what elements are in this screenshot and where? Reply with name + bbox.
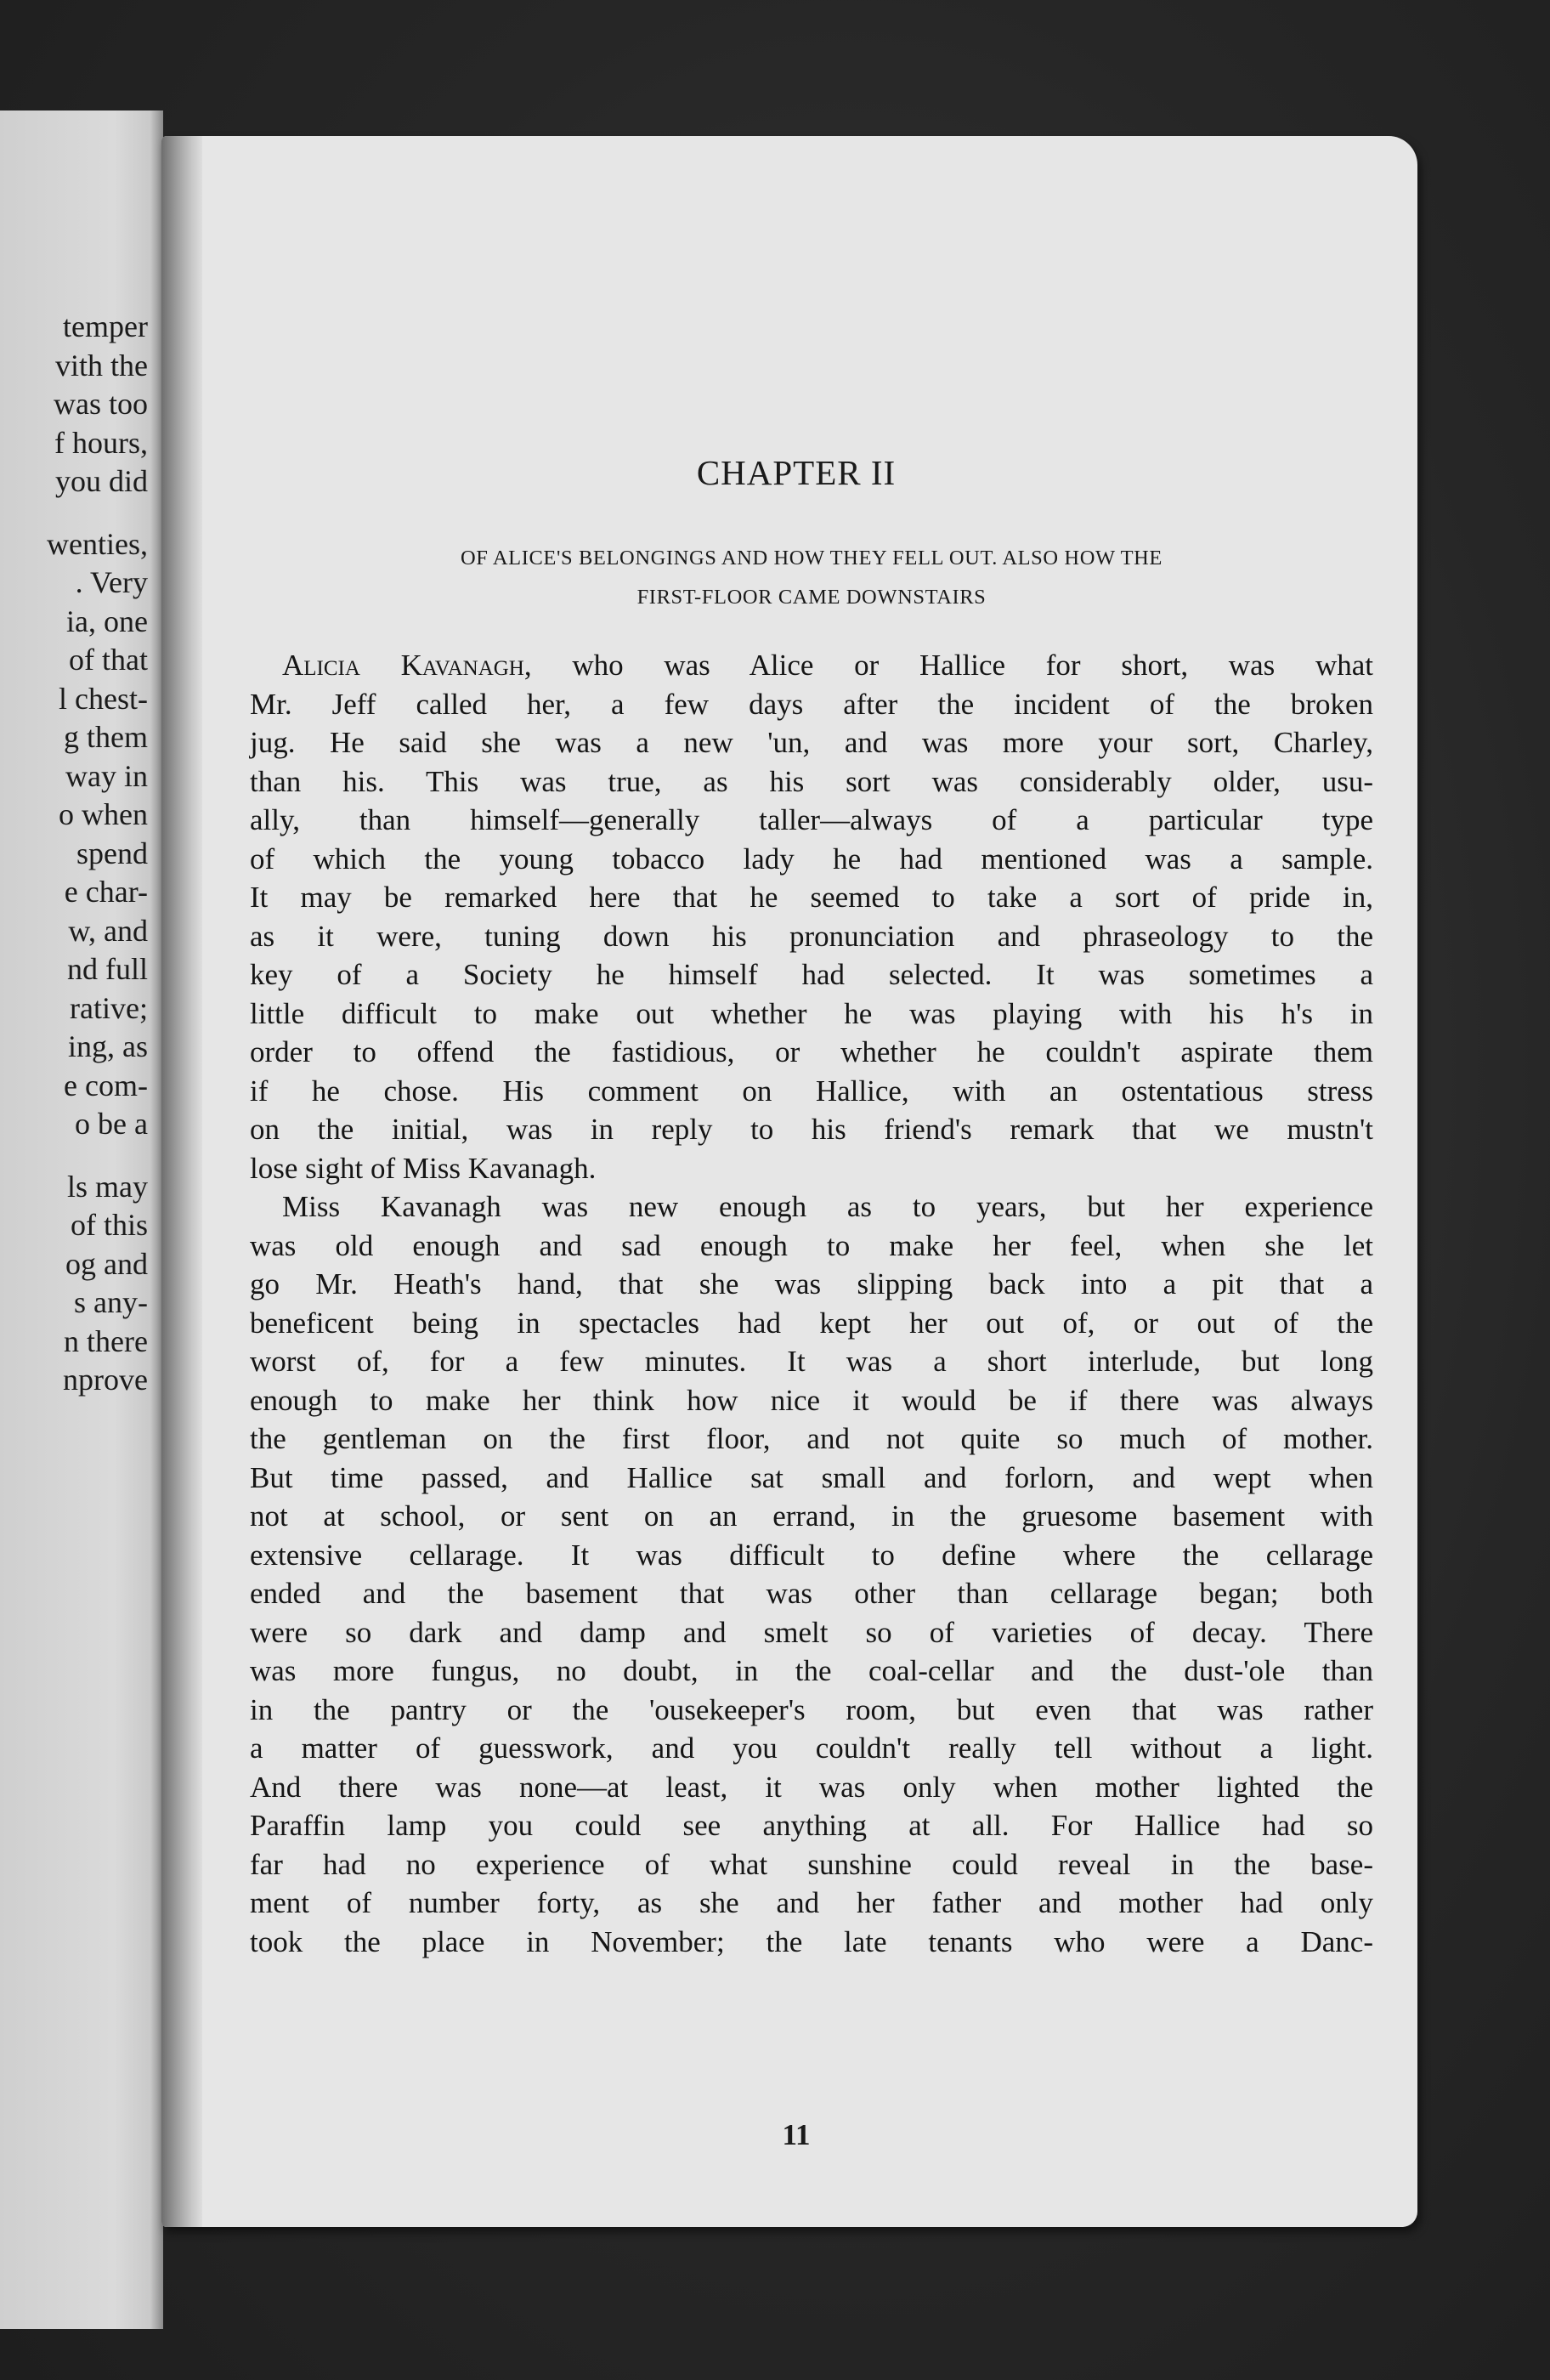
page-number: 11 bbox=[782, 2118, 811, 2151]
facing-page-line: e com- bbox=[64, 1068, 148, 1102]
text-line: Paraffin lamp you could see anything at all. For Hallice had so bbox=[250, 1809, 1373, 1842]
facing-page-line: spend bbox=[76, 836, 148, 870]
facing-page-line: ia, one bbox=[66, 604, 148, 638]
facing-page-line: wenties, bbox=[47, 526, 148, 561]
text-line bbox=[250, 646, 1373, 685]
text-line: But time passed, and Hallice sat small and forlorn, and wept when bbox=[250, 1460, 1373, 1494]
facing-page-line: you did bbox=[54, 464, 148, 498]
text-line: ended and the basement that was other than cellarage began; both bbox=[250, 1577, 1373, 1610]
facing-page-line: temper bbox=[63, 309, 148, 343]
facing-page-line: f hours, bbox=[54, 425, 148, 460]
facing-page-line: of this bbox=[70, 1208, 148, 1242]
paragraph-1 bbox=[250, 646, 1373, 1187]
text-line: if he chose. His comment on Hallice, with an ostentatious stress bbox=[250, 1074, 1373, 1108]
text-line: took the place in November; the late tenants who were a Danc- bbox=[250, 1924, 1373, 1958]
text-line: And there was none—at least, it was only when mother lighted the bbox=[250, 1770, 1373, 1804]
paragraph-2 bbox=[250, 1187, 1373, 1961]
text-line: order to offend the fastidious, or whether he couldn't aspirate them bbox=[250, 1035, 1373, 1068]
text-line: in the pantry or the 'ousekeeper's room, but even that was rather bbox=[250, 1692, 1373, 1726]
facing-page-left bbox=[0, 110, 163, 2329]
body-text bbox=[250, 646, 1373, 1961]
text-line-rest: who was Alice or Hallice for short, was what bbox=[531, 649, 1373, 682]
chapter-title: CHAPTER II bbox=[696, 453, 897, 492]
facing-page-line: o be a bbox=[75, 1107, 148, 1141]
text-line: as it were, tuning down his pronunciation and phraseology to the bbox=[250, 919, 1373, 953]
facing-page-line: g them bbox=[64, 720, 148, 754]
facing-page-line bbox=[0, 1144, 148, 1168]
facing-page-line: nd full bbox=[67, 952, 148, 986]
text-line: were so dark and damp and smelt so of varieties of decay. There bbox=[250, 1615, 1373, 1649]
facing-page-line: . Very bbox=[75, 565, 148, 599]
text-line: Miss Kavanagh was new enough as to years, but her experience bbox=[282, 1190, 1373, 1223]
book-page bbox=[161, 136, 1417, 2227]
facing-page-line: s any- bbox=[74, 1285, 148, 1319]
facing-page-line: nprove bbox=[63, 1363, 148, 1397]
text-line: enough to make her think how nice it would be if there was always bbox=[250, 1383, 1373, 1417]
facing-page-line: ing, as bbox=[68, 1029, 148, 1063]
text-line: on the initial, was in reply to his friend's remark that we mustn't bbox=[250, 1113, 1373, 1146]
text-line: a matter of guesswork, and you couldn't really tell without a light. bbox=[250, 1731, 1373, 1765]
text-line: of which the young tobacco lady he had mentioned was a sample. bbox=[250, 842, 1373, 876]
chapter-subtitle bbox=[248, 539, 1375, 617]
text-line: the gentleman on the first floor, and not quite so much of mother. bbox=[250, 1422, 1373, 1455]
text-line: not at school, or sent on an errand, in the gruesome basement with bbox=[250, 1499, 1373, 1533]
text-line: little difficult to make out whether he was playing with his h's in bbox=[250, 996, 1373, 1030]
facing-page-line: n there bbox=[64, 1323, 148, 1358]
facing-page-line: way in bbox=[65, 758, 148, 793]
text-line: than his. This was true, as his sort was considerably older, usu- bbox=[250, 764, 1373, 798]
text-line: go Mr. Heath's hand, that she was slipping back into a pit that a bbox=[250, 1267, 1373, 1300]
paragraph-lead-smallcaps: Alicia Kavanagh, bbox=[282, 649, 532, 682]
page-content bbox=[206, 136, 1387, 2227]
text-line: was old enough and sad enough to make her feel, when she let bbox=[250, 1228, 1373, 1262]
facing-page-line: e char- bbox=[64, 875, 148, 909]
facing-page-line: w, and bbox=[68, 913, 148, 948]
text-line: beneficent being in spectacles had kept her out of, or out of the bbox=[250, 1306, 1373, 1340]
chapter-subtitle-line-1: OF ALICE'S BELONGINGS AND HOW THEY FELL OUT. ALSO HOW THE bbox=[460, 547, 1162, 570]
text-line: was more fungus, no doubt, in the coal-cellar and the dust-'ole than bbox=[250, 1654, 1373, 1687]
text-line: ment of number forty, as she and her father and mother had only bbox=[250, 1886, 1373, 1919]
text-line: extensive cellarage. It was difficult to define where the cellarage bbox=[250, 1538, 1373, 1572]
text-line: ally, than himself—generally taller—always of a particular type bbox=[250, 803, 1373, 836]
text-line: far had no experience of what sunshine could reveal in the base- bbox=[250, 1847, 1373, 1881]
facing-page-line: og and bbox=[65, 1246, 148, 1281]
chapter-subtitle-line-2: FIRST-FLOOR CAME DOWNSTAIRS bbox=[636, 586, 987, 609]
facing-page-line: o when bbox=[59, 797, 148, 831]
text-line: jug. He said she was a new 'un, and was more your sort, Charley, bbox=[250, 726, 1373, 759]
facing-page-line: ls may bbox=[67, 1169, 148, 1204]
text-line: It may be remarked here that he seemed to take a sort of pride in, bbox=[250, 881, 1373, 914]
facing-page-line bbox=[0, 502, 148, 525]
text-line: worst of, for a few minutes. It was a short interlude, but long bbox=[250, 1345, 1373, 1378]
facing-page-line: rative; bbox=[70, 990, 148, 1025]
text-line: key of a Society he himself had selected. It was sometimes a bbox=[250, 958, 1373, 991]
facing-page-line: vith the bbox=[55, 348, 148, 382]
page-gutter-shadow bbox=[161, 136, 202, 2227]
facing-page-line: of that bbox=[69, 643, 148, 677]
facing-page-text bbox=[0, 308, 148, 1400]
facing-page-line: was too bbox=[54, 387, 148, 421]
facing-page-line: l chest- bbox=[59, 681, 148, 716]
text-line: lose sight of Miss Kavanagh. bbox=[250, 1151, 597, 1185]
text-line: Mr. Jeff called her, a few days after the incident of the broken bbox=[250, 687, 1373, 721]
